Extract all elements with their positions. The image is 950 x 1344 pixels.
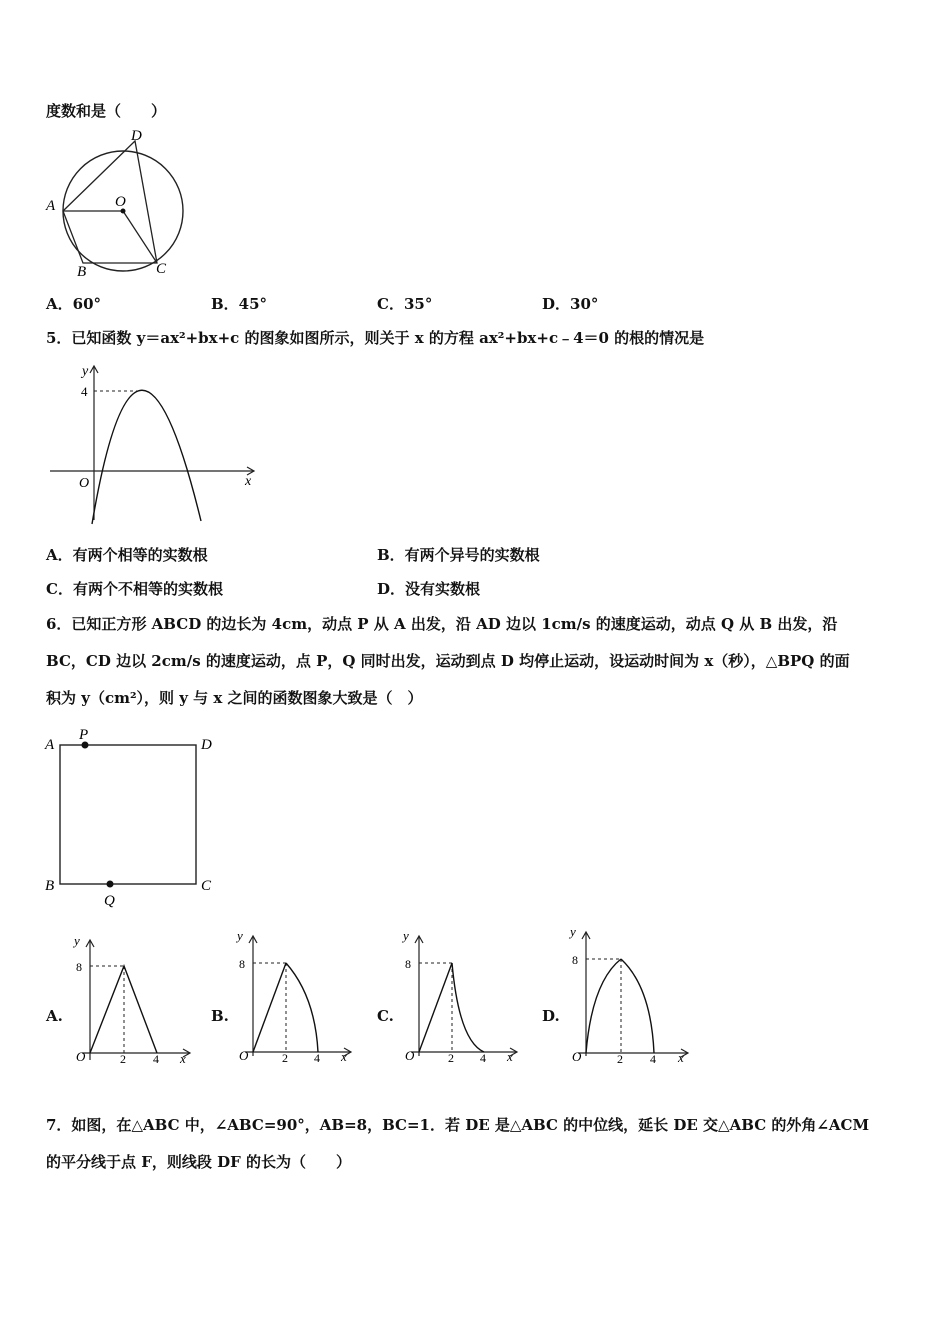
q5-option-c[interactable]: C．有两个不相等的实数根 bbox=[46, 580, 223, 598]
q6d-origin: O bbox=[572, 1049, 582, 1064]
q6c-x-label: x bbox=[507, 1049, 513, 1064]
q6c-ytick-8: 8 bbox=[405, 957, 411, 971]
q6-label-q: Q bbox=[104, 893, 115, 909]
q4-label-a: A bbox=[46, 198, 56, 214]
q6c-xtick-4: 4 bbox=[480, 1051, 486, 1065]
q6-label-a: A bbox=[45, 737, 55, 753]
q5-option-a[interactable]: A．有两个相等的实数根 bbox=[46, 546, 208, 564]
q6d-xtick-4: 4 bbox=[650, 1052, 656, 1066]
q6b-x-label: x bbox=[341, 1049, 347, 1064]
q6a-xtick-4: 4 bbox=[153, 1052, 159, 1066]
q7-stem-line2: 的平分线于点 F，则线段 DF 的长为（ ） bbox=[46, 1153, 351, 1171]
q5-y-label: y bbox=[82, 364, 89, 379]
q6b-ytick-8: 8 bbox=[239, 957, 245, 971]
q6-graph-a bbox=[70, 930, 200, 1070]
q4-option-c[interactable]: C．35° bbox=[377, 295, 433, 313]
q4-label-o: O bbox=[115, 194, 126, 210]
q6b-xtick-2: 2 bbox=[282, 1051, 288, 1065]
q6c-origin: O bbox=[405, 1048, 415, 1063]
q4-label-d: D bbox=[131, 128, 142, 144]
q6a-origin: O bbox=[76, 1049, 86, 1064]
q6d-x-label: x bbox=[678, 1050, 684, 1065]
q4-label-c: C bbox=[156, 261, 167, 277]
q6c-y-label: y bbox=[403, 928, 409, 943]
q6-label-b: B bbox=[45, 878, 55, 894]
q6d-y-label: y bbox=[570, 924, 576, 939]
q6-label-c: C bbox=[201, 878, 212, 894]
q6d-xtick-2: 2 bbox=[617, 1052, 623, 1066]
q6-label-d: D bbox=[201, 737, 212, 753]
q5-stem: 5．已知函数 y＝ax²+bx+c 的图象如图所示，则关于 x 的方程 ax²+bx+c﹣4＝0 的根的情况是 bbox=[46, 329, 705, 347]
q6-graph-b bbox=[233, 926, 363, 1066]
q6a-ytick-8: 8 bbox=[76, 960, 82, 974]
q5-option-d[interactable]: D．没有实数根 bbox=[377, 580, 481, 598]
q5-tick-4: 4 bbox=[81, 384, 88, 399]
q5-option-b[interactable]: B．有两个异号的实数根 bbox=[377, 546, 540, 564]
q6d-ytick-8: 8 bbox=[572, 953, 578, 967]
q6b-y-label: y bbox=[237, 928, 243, 943]
q4-option-a[interactable]: A．60° bbox=[46, 295, 102, 313]
q6-option-a[interactable]: A. bbox=[46, 1007, 63, 1025]
q6-stem-line2: BC，CD 边以 2cm/s 的速度运动，点 P，Q 同时出发，运动到点 D 均停止运动，设运动时间为 x（秒），△BPQ 的面 bbox=[46, 652, 850, 670]
q4-circle-figure bbox=[40, 128, 200, 283]
q5-x-label: x bbox=[245, 474, 252, 489]
q6b-xtick-4: 4 bbox=[314, 1051, 320, 1065]
q6-square-figure bbox=[40, 728, 230, 913]
q4-stem-tail: 度数和是（ ） bbox=[46, 102, 167, 120]
q5-origin: O bbox=[79, 476, 90, 491]
q6b-origin: O bbox=[239, 1048, 249, 1063]
q6-option-c[interactable]: C. bbox=[377, 1007, 394, 1025]
q6-graph-c bbox=[399, 926, 529, 1066]
q4-option-d[interactable]: D．30° bbox=[542, 295, 599, 313]
q6c-xtick-2: 2 bbox=[448, 1051, 454, 1065]
q6-graph-d bbox=[566, 922, 696, 1066]
q4-label-b: B bbox=[77, 264, 87, 280]
q6a-xtick-2: 2 bbox=[120, 1052, 126, 1066]
q6-stem-line3: 积为 y（cm²），则 y 与 x 之间的函数图象大致是（ ） bbox=[46, 689, 423, 707]
q6-option-b[interactable]: B. bbox=[211, 1007, 229, 1025]
q6a-x-label: x bbox=[180, 1051, 186, 1066]
q6-stem-line1: 6．已知正方形 ABCD 的边长为 4cm，动点 P 从 A 出发，沿 AD 边以 1cm/s 的速度运动，动点 Q 从 B 出发，沿 bbox=[46, 615, 838, 633]
q6a-y-label: y bbox=[74, 933, 80, 948]
q5-parabola-figure bbox=[46, 360, 261, 530]
q4-option-b[interactable]: B．45° bbox=[211, 295, 268, 313]
q6-label-p: P bbox=[79, 727, 89, 743]
q6-option-d[interactable]: D. bbox=[542, 1007, 560, 1025]
q7-stem-line1: 7．如图，在△ABC 中，∠ABC=90°，AB=8，BC=1．若 DE 是△ABC 的中位线，延长 DE 交△ABC 的外角∠ACM bbox=[46, 1116, 870, 1134]
